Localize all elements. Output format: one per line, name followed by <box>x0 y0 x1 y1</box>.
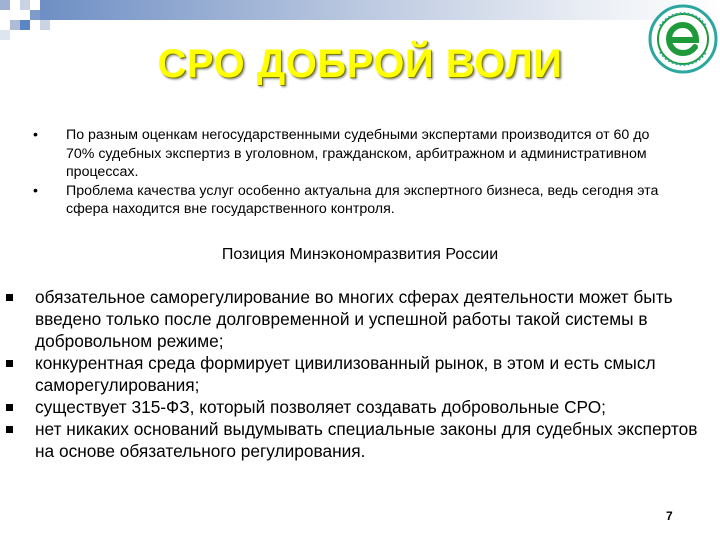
slide-title: СРО ДОБРОЙ ВОЛИ <box>157 42 563 86</box>
bullet-dot-icon: • <box>33 127 38 143</box>
black-square-bullet-icon <box>6 426 13 433</box>
position-bullet-list <box>0 286 700 462</box>
position-bullet-text: нет никаких оснований выдумывать специальные законы для судебных экспертов на основе обязательного регулирования. <box>35 419 698 461</box>
decorative-header-bar <box>0 0 720 40</box>
position-bullet-item <box>0 396 700 418</box>
intro-bullet-list <box>20 126 660 219</box>
position-bullet-item <box>0 418 700 462</box>
page-number: 7 <box>666 509 673 523</box>
intro-bullet-text: По разным оценкам негосударственными судебными экспертами производится от 60 до 70% судебных экспертиз в уголовном, гражданском, арбитражном и административном процессах. <box>66 127 650 180</box>
intro-bullet-text: Проблема качества услуг особенно актуальна для экспертного бизнеса, ведь сегодня эта сфера находится вне государственного контроля. <box>66 182 659 217</box>
position-bullet-text: существует 315-ФЗ, который позволяет создавать добровольные СРО; <box>35 397 606 417</box>
intro-bullet-item <box>20 182 660 219</box>
position-bullet-text: обязательное саморегулирование во многих сферах деятельности может быть введено только после долговременной и успешной работы такой системы в добровольном режиме; <box>35 287 673 351</box>
black-square-bullet-icon <box>6 294 13 301</box>
position-bullet-item <box>0 352 700 396</box>
black-square-bullet-icon <box>6 360 13 367</box>
position-bullet-item <box>0 286 700 352</box>
black-square-bullet-icon <box>6 404 13 411</box>
intro-bullet-item <box>20 126 660 182</box>
bullet-dot-icon: • <box>33 182 38 199</box>
position-bullet-text: конкурентная среда формирует цивилизованный рынок, в этом и есть смысл саморегулирования; <box>35 353 656 395</box>
section-subheading: Позиция Минэкономразвития России <box>221 246 499 263</box>
header-gradient-graphic <box>0 0 720 40</box>
